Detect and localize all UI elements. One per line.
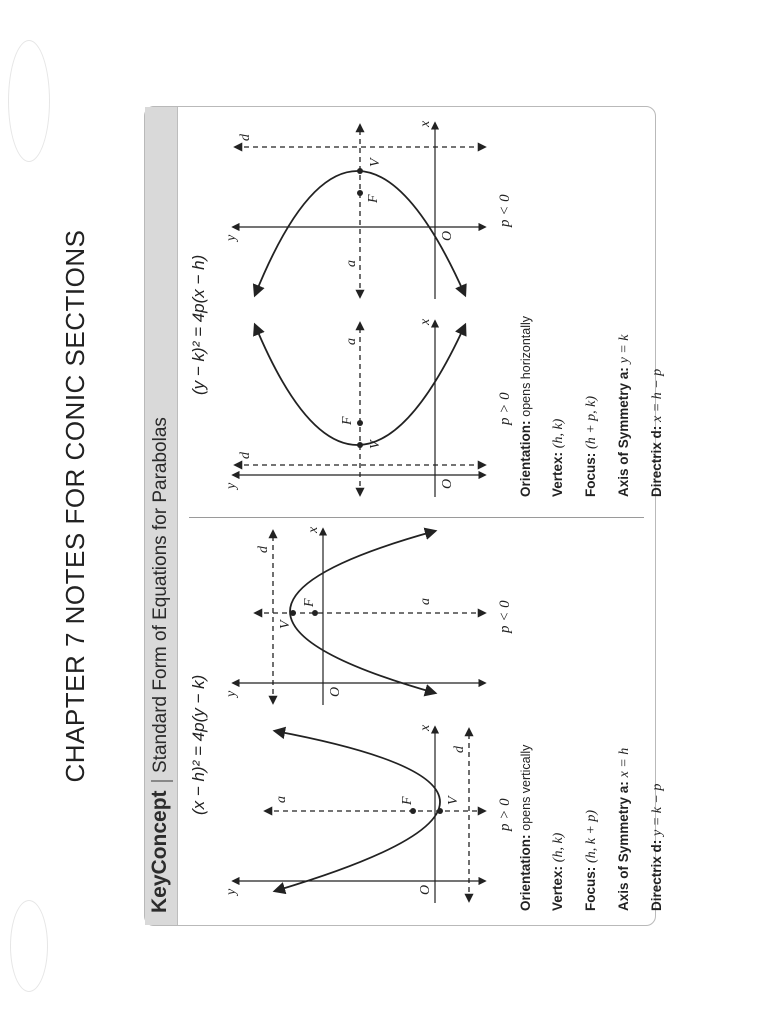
property-vertex: Vertex: (h, k) <box>550 418 566 497</box>
focus-point <box>357 190 363 196</box>
vertex-point <box>437 808 443 814</box>
y-label: y <box>224 690 239 697</box>
axis-label: a <box>418 598 433 605</box>
property-directrix: Directrix d: y = k − p <box>649 783 665 911</box>
directrix-label: d <box>256 546 271 553</box>
property-orientation: Orientation: opens vertically <box>518 744 533 911</box>
vertical-equation: (x − h)² = 4p(y − k) <box>189 674 208 815</box>
column-divider <box>189 517 644 518</box>
caption: p < 0 <box>497 600 513 633</box>
directrix-label: d <box>452 746 467 753</box>
vertex-point <box>357 168 363 174</box>
vertex-label: V <box>278 620 293 629</box>
property-orientation: Orientation: opens horizontally <box>518 315 533 497</box>
diagram-horizontal-neg <box>215 117 513 307</box>
property-focus: Focus: (h, k + p) <box>583 809 599 911</box>
property-vertex: Vertex: (h, k) <box>550 832 566 911</box>
diagram-vertical-neg <box>215 523 513 713</box>
x-label: x <box>418 120 433 127</box>
focus-label: F <box>302 598 317 607</box>
property-focus: Focus: (h + p, k) <box>583 395 599 497</box>
vertex-point <box>290 610 296 616</box>
directrix-label: d <box>238 452 253 459</box>
scan-artifact <box>10 900 48 992</box>
header-divider <box>151 781 173 783</box>
key-concept-title: Standard Form of Equations for Parabolas <box>150 417 171 773</box>
origin-label: O <box>418 884 433 895</box>
axis-label: a <box>344 338 359 345</box>
vertical-properties <box>510 745 674 911</box>
caption: p < 0 <box>497 194 513 227</box>
focus-label: F <box>340 416 355 425</box>
scan-artifact <box>8 40 50 162</box>
diagram-horizontal-pos <box>215 315 513 505</box>
caption: p > 0 <box>497 392 513 425</box>
x-label: x <box>418 318 433 325</box>
horizontal-equation: (y − k)² = 4p(x − h) <box>189 254 208 395</box>
focus-point <box>357 420 363 426</box>
page-title: CHAPTER 7 NOTES FOR CONIC SECTIONS <box>60 229 90 783</box>
rotated-page <box>50 36 720 976</box>
origin-label: O <box>440 230 455 241</box>
vertex-label: V <box>446 796 461 805</box>
axis-label: a <box>344 260 359 267</box>
focus-label: F <box>400 796 415 805</box>
key-concept-box <box>144 106 665 926</box>
origin-label: O <box>440 478 455 489</box>
vertex-label: V <box>368 440 383 449</box>
focus-point <box>312 610 318 616</box>
origin-label: O <box>328 686 343 697</box>
y-label: y <box>224 888 239 895</box>
property-axis: Axis of Symmetry a: y = k <box>616 334 632 497</box>
caption: p > 0 <box>497 798 513 831</box>
y-label: y <box>224 234 239 241</box>
y-label: y <box>224 482 239 489</box>
vertex-label: V <box>368 158 383 167</box>
property-axis: Axis of Symmetry a: x = h <box>616 747 632 911</box>
horizontal-properties <box>510 316 674 497</box>
parabola <box>290 531 435 693</box>
x-label: x <box>418 724 433 731</box>
diagram-vertical-pos <box>215 721 513 911</box>
x-label: x <box>306 526 321 533</box>
key-concept-header <box>145 107 178 925</box>
directrix-label: d <box>238 134 253 141</box>
focus-label: F <box>366 194 381 203</box>
focus-point <box>410 808 416 814</box>
vertex-point <box>357 442 363 448</box>
property-directrix: Directrix d: x = h − p <box>649 368 665 497</box>
axis-label: a <box>274 796 289 803</box>
key-concept-tag: KeyConcept <box>148 790 171 913</box>
